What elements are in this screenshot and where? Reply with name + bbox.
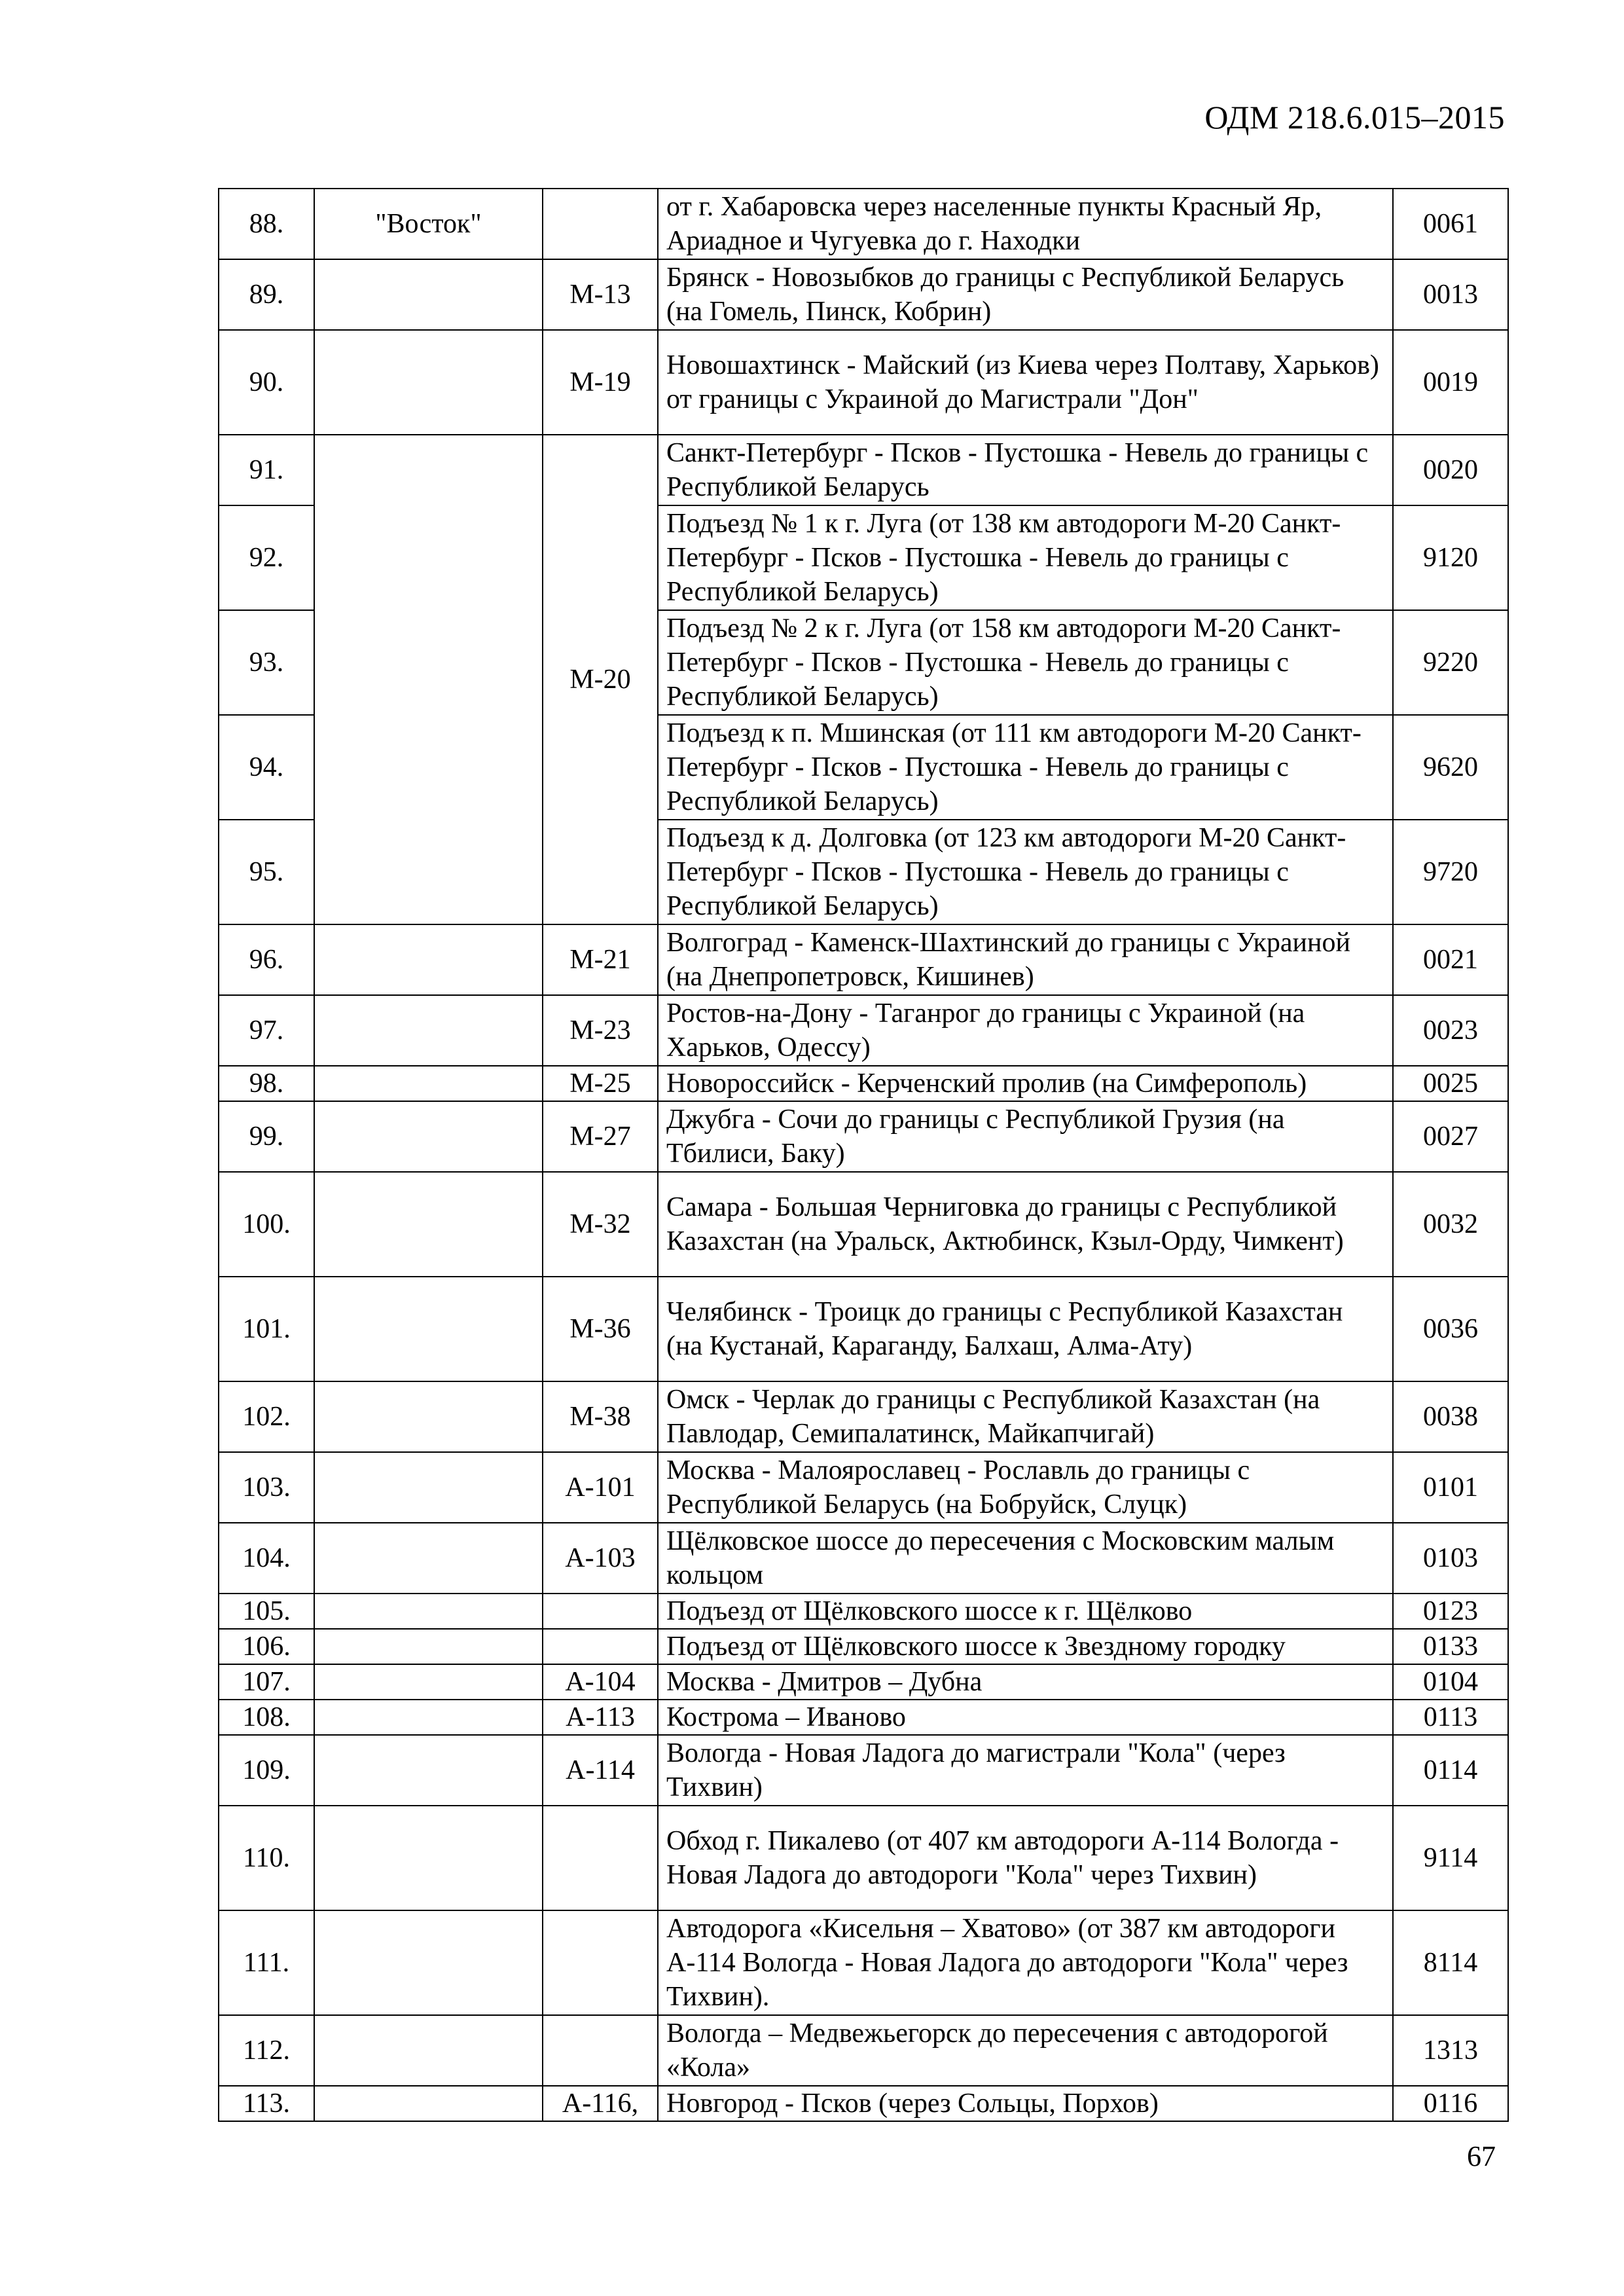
row-number: 102. xyxy=(219,1381,314,1452)
road-code: М-27 xyxy=(543,1101,658,1172)
road-id: 0027 xyxy=(1393,1101,1508,1172)
road-name xyxy=(314,2015,543,2086)
road-id: 0103 xyxy=(1393,1523,1508,1594)
road-description: Новороссийск - Керченский пролив (на Симферополь) xyxy=(658,1066,1393,1101)
road-id: 0032 xyxy=(1393,1172,1508,1277)
road-id: 0013 xyxy=(1393,259,1508,330)
row-number: 97. xyxy=(219,995,314,1066)
road-description: Автодорога «Кисельня – Хватово» (от 387 км автодороги А-114 Вологда - Новая Ладога до автодороги "Кола" через Тихвин). xyxy=(658,1910,1393,2015)
road-name xyxy=(314,1806,543,1910)
road-description: Челябинск - Троицк до границы с Республикой Казахстан (на Кустанай, Караганду, Балхаш, Алма-Ату) xyxy=(658,1277,1393,1381)
row-number: 103. xyxy=(219,1452,314,1523)
row-number: 98. xyxy=(219,1066,314,1101)
table-row xyxy=(219,1381,1508,1452)
table-row xyxy=(219,1523,1508,1594)
road-code: М-23 xyxy=(543,995,658,1066)
row-number: 90. xyxy=(219,330,314,435)
road-code xyxy=(543,1910,658,2015)
road-description: Омск - Черлак до границы с Республикой Казахстан (на Павлодар, Семипалатинск, Майкапчигай) xyxy=(658,1381,1393,1452)
road-name xyxy=(314,2086,543,2121)
road-description: Кострома – Иваново xyxy=(658,1700,1393,1735)
road-code: М-36 xyxy=(543,1277,658,1381)
roads-table xyxy=(218,188,1509,2122)
road-id: 8114 xyxy=(1393,1910,1508,2015)
road-code: А-103 xyxy=(543,1523,658,1594)
road-description: Подъезд от Щёлковского шоссе к Звездному городку xyxy=(658,1629,1393,1664)
road-description: Санкт-Петербург - Псков - Пустошка - Невель до границы с Республикой Беларусь xyxy=(658,435,1393,505)
row-number: 104. xyxy=(219,1523,314,1594)
road-name xyxy=(314,1910,543,2015)
road-code xyxy=(543,189,658,259)
row-number: 92. xyxy=(219,505,314,610)
road-id: 0019 xyxy=(1393,330,1508,435)
table-row xyxy=(219,1277,1508,1381)
table-row xyxy=(219,1735,1508,1806)
road-name xyxy=(314,924,543,995)
road-id: 0023 xyxy=(1393,995,1508,1066)
road-description: Волгоград - Каменск-Шахтинский до границы с Украиной (на Днепропетровск, Кишинев) xyxy=(658,924,1393,995)
road-id: 0113 xyxy=(1393,1700,1508,1735)
road-description: Подъезд № 2 к г. Луга (от 158 км автодороги М-20 Санкт-Петербург - Псков - Пустошка - Невель до границы с Республикой Беларусь) xyxy=(658,610,1393,715)
road-name xyxy=(314,1452,543,1523)
table-row xyxy=(219,1594,1508,1629)
table-row xyxy=(219,189,1508,259)
row-number: 112. xyxy=(219,2015,314,2086)
road-name xyxy=(314,1172,543,1277)
row-number: 101. xyxy=(219,1277,314,1381)
road-code: А-114 xyxy=(543,1735,658,1806)
road-description: Ростов-на-Дону - Таганрог до границы с Украиной (на Харьков, Одессу) xyxy=(658,995,1393,1066)
table-row xyxy=(219,435,1508,505)
row-number: 99. xyxy=(219,1101,314,1172)
road-id: 9720 xyxy=(1393,820,1508,924)
road-id: 0061 xyxy=(1393,189,1508,259)
road-code: М-32 xyxy=(543,1172,658,1277)
road-id: 0116 xyxy=(1393,2086,1508,2121)
road-id: 0104 xyxy=(1393,1664,1508,1700)
road-id: 9220 xyxy=(1393,610,1508,715)
road-id: 1313 xyxy=(1393,2015,1508,2086)
road-name xyxy=(314,330,543,435)
road-name xyxy=(314,1381,543,1452)
road-code xyxy=(543,1629,658,1664)
row-number: 88. xyxy=(219,189,314,259)
road-code: А-113 xyxy=(543,1700,658,1735)
road-code: М-38 xyxy=(543,1381,658,1452)
road-description: Брянск - Новозыбков до границы с Республикой Беларусь (на Гомель, Пинск, Кобрин) xyxy=(658,259,1393,330)
row-number: 110. xyxy=(219,1806,314,1910)
road-name xyxy=(314,995,543,1066)
road-name xyxy=(314,1523,543,1594)
road-description: Новошахтинск - Майский (из Киева через Полтаву, Харьков) от границы с Украиной до Магистрали "Дон" xyxy=(658,330,1393,435)
road-code xyxy=(543,1806,658,1910)
row-number: 109. xyxy=(219,1735,314,1806)
road-name xyxy=(314,1277,543,1381)
road-code: А-101 xyxy=(543,1452,658,1523)
road-id: 0020 xyxy=(1393,435,1508,505)
road-code xyxy=(543,2015,658,2086)
table-row xyxy=(219,330,1508,435)
road-code: А-104 xyxy=(543,1664,658,1700)
table-row xyxy=(219,1664,1508,1700)
row-number: 107. xyxy=(219,1664,314,1700)
road-id: 0021 xyxy=(1393,924,1508,995)
road-description: Подъезд к д. Долговка (от 123 км автодороги М-20 Санкт-Петербург - Псков - Пустошка - Невель до границы с Республикой Беларусь) xyxy=(658,820,1393,924)
road-description: Новгород - Псков (через Сольцы, Порхов) xyxy=(658,2086,1393,2121)
row-number: 89. xyxy=(219,259,314,330)
road-name xyxy=(314,1066,543,1101)
road-name xyxy=(314,1700,543,1735)
road-description: Джубга - Сочи до границы с Республикой Грузия (на Тбилиси, Баку) xyxy=(658,1101,1393,1172)
table-row xyxy=(219,259,1508,330)
road-code: А-116, xyxy=(543,2086,658,2121)
road-id: 0133 xyxy=(1393,1629,1508,1664)
table-row xyxy=(219,1629,1508,1664)
road-id: 0038 xyxy=(1393,1381,1508,1452)
row-number: 111. xyxy=(219,1910,314,2015)
road-description: Москва - Малоярославец - Рославль до границы с Республикой Беларусь (на Бобруйск, Слуцк) xyxy=(658,1452,1393,1523)
road-description: Москва - Дмитров – Дубна xyxy=(658,1664,1393,1700)
row-number: 113. xyxy=(219,2086,314,2121)
road-id: 9620 xyxy=(1393,715,1508,820)
table-row xyxy=(219,924,1508,995)
road-name xyxy=(314,1101,543,1172)
road-id: 0123 xyxy=(1393,1594,1508,1629)
road-id: 0036 xyxy=(1393,1277,1508,1381)
road-id: 9120 xyxy=(1393,505,1508,610)
page-number: 67 xyxy=(1467,2140,1496,2172)
road-description: Самара - Большая Черниговка до границы с Республикой Казахстан (на Уральск, Актюбинск, Кзыл-Орду, Чимкент) xyxy=(658,1172,1393,1277)
road-id: 0025 xyxy=(1393,1066,1508,1101)
row-number: 105. xyxy=(219,1594,314,1629)
road-id: 0114 xyxy=(1393,1735,1508,1806)
road-description: от г. Хабаровска через населенные пункты Красный Яр, Ариадное и Чугуевка до г. Находки xyxy=(658,189,1393,259)
row-number: 106. xyxy=(219,1629,314,1664)
row-number: 100. xyxy=(219,1172,314,1277)
road-description: Подъезд от Щёлковского шоссе к г. Щёлково xyxy=(658,1594,1393,1629)
table-row xyxy=(219,1066,1508,1101)
row-number: 96. xyxy=(219,924,314,995)
table-row xyxy=(219,1101,1508,1172)
road-code: М-21 xyxy=(543,924,658,995)
row-number: 95. xyxy=(219,820,314,924)
row-number: 93. xyxy=(219,610,314,715)
road-description: Вологда – Медвежьегорск до пересечения с автодорогой «Кола» xyxy=(658,2015,1393,2086)
road-description: Подъезд № 1 к г. Луга (от 138 км автодороги М-20 Санкт-Петербург - Псков - Пустошка - Невель до границы с Республикой Беларусь) xyxy=(658,505,1393,610)
road-name: "Восток" xyxy=(314,189,543,259)
table-row xyxy=(219,1700,1508,1735)
road-code: М-13 xyxy=(543,259,658,330)
road-name xyxy=(314,1735,543,1806)
table-row xyxy=(219,1452,1508,1523)
road-name xyxy=(314,435,543,924)
road-description: Вологда - Новая Ладога до магистрали "Кола" (через Тихвин) xyxy=(658,1735,1393,1806)
table-row xyxy=(219,2015,1508,2086)
road-description: Подъезд к п. Мшинская (от 111 км автодороги М-20 Санкт-Петербург - Псков - Пустошка - Невель до границы с Республикой Беларусь) xyxy=(658,715,1393,820)
table-row xyxy=(219,1910,1508,2015)
table-row xyxy=(219,995,1508,1066)
road-name xyxy=(314,1629,543,1664)
road-code: М-20 xyxy=(543,435,658,924)
road-description: Щёлковское шоссе до пересечения с Московским малым кольцом xyxy=(658,1523,1393,1594)
road-name xyxy=(314,259,543,330)
road-id: 0101 xyxy=(1393,1452,1508,1523)
road-code: М-19 xyxy=(543,330,658,435)
row-number: 94. xyxy=(219,715,314,820)
table-row xyxy=(219,1806,1508,1910)
road-name xyxy=(314,1594,543,1629)
road-code: М-25 xyxy=(543,1066,658,1101)
road-code xyxy=(543,1594,658,1629)
road-description: Обход г. Пикалево (от 407 км автодороги А-114 Вологда - Новая Ладога до автодороги "Кола" через Тихвин) xyxy=(658,1806,1393,1910)
road-id: 9114 xyxy=(1393,1806,1508,1910)
document-code: ОДМ 218.6.015–2015 xyxy=(1204,99,1505,136)
row-number: 91. xyxy=(219,435,314,505)
table-row xyxy=(219,2086,1508,2121)
road-name xyxy=(314,1664,543,1700)
row-number: 108. xyxy=(219,1700,314,1735)
table-row xyxy=(219,1172,1508,1277)
